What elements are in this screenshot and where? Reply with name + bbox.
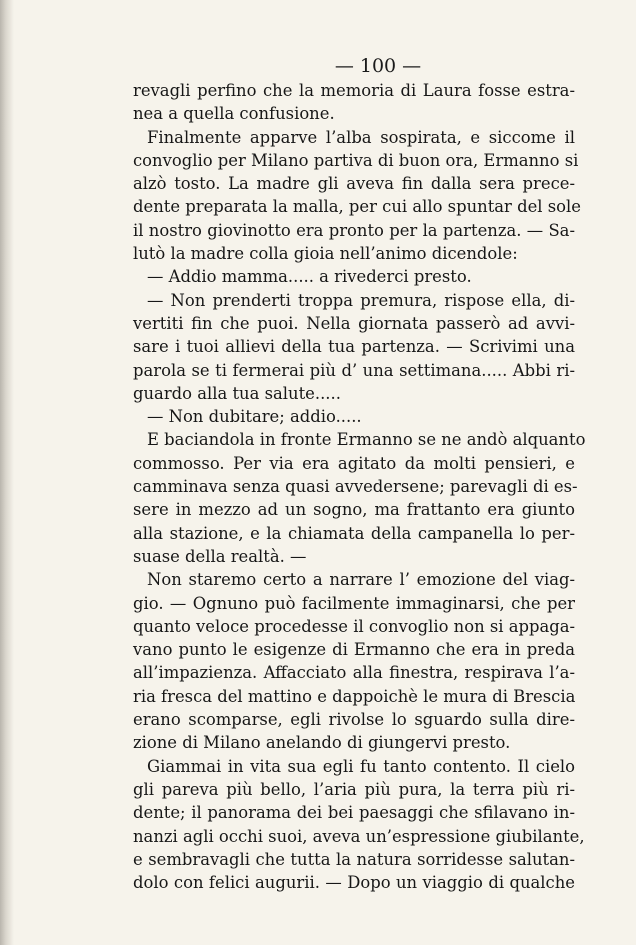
text-line: zione di Milano anelando di giungervi presto. [133,733,511,753]
text-line: alzò tosto. La madre gli aveva fin dalla sera prece- [133,174,575,194]
text-line: convoglio per Milano partiva di buon ora, Ermanno si [133,150,579,170]
text-line: dente preparata la malla, per cui allo spuntar del sole [133,197,581,217]
text-line: parola se ti fermerai più d’ una settimana..... Abbi ri- [133,360,575,380]
text-line: Finalmente apparve l’alba sospirata, e siccome il [147,127,575,147]
text-line: — Non prenderti troppa premura, rispose ella, di- [147,290,575,310]
text-line: erano scomparse, egli rivolse lo sguardo sulla dire- [133,710,575,730]
text-line: sere in mezzo ad un sogno, ma frattanto era giunto [133,500,575,520]
text-line: nanzi agli occhi suoi, aveva un’espressione giubilante, [133,826,585,846]
text-line: dolo con felici augurii. — Dopo un viaggio di qualche [133,873,575,893]
text-line: gio. — Ognuno può facilmente immaginarsi, che per [133,593,575,613]
text-line: suase della realtà. — [133,546,307,566]
page-number: — 100 — [334,55,422,77]
text-line: Non staremo certo a narrare l’ emozione del viag- [147,570,575,590]
text-line: commosso. Per via era agitato da molti pensieri, e [133,453,575,473]
text-line: il nostro giovinotto era pronto per la partenza. — Sa- [133,220,575,240]
text-line: — Non dubitare; addio..... [147,407,362,427]
text-line: — Addio mamma..... a rivederci presto. [147,267,472,287]
text-line: e sembravagli che tutta la natura sorridesse salutan- [133,849,575,869]
text-line: ria fresca del mattino e dappoichè le mura di Brescia [133,686,576,706]
page-spine-shadow [0,0,14,945]
text-line: all’impazienza. Affacciato alla finestra, respirava l’a- [133,663,575,683]
text-line: alla stazione, e la chiamata della campanella lo per- [133,523,575,543]
text-line: lutò la madre colla gioia nell’animo dicendole: [133,244,518,264]
text-line: nea a quella confusione. [133,104,335,124]
text-line: E baciandola in fronte Ermanno se ne andò alquanto [147,430,586,450]
text-line: dente; il panorama dei bei paesaggi che sfilavano in- [133,803,575,823]
text-line: quanto veloce procedesse il convoglio non si appaga- [133,616,576,636]
body-text [133,79,586,894]
text-line: camminava senza quasi avvedersene; parevagli di es- [133,477,578,497]
text-line: revagli perfino che la memoria di Laura fosse estra- [133,81,575,100]
text-line: Giammai in vita sua egli fu tanto contento. Il cielo [147,756,575,776]
text-line: gli pareva più bello, l’aria più pura, la terra più ri- [133,779,575,799]
text-line: vertiti fin che puoi. Nella giornata passerò ad avvi- [133,313,575,333]
text-line: sare i tuoi allievi della tua partenza. — Scrivimi una [133,337,575,357]
text-line: vano punto le esigenze di Ermanno che era in preda [133,640,575,660]
text-line: guardo alla tua salute..... [133,383,341,403]
